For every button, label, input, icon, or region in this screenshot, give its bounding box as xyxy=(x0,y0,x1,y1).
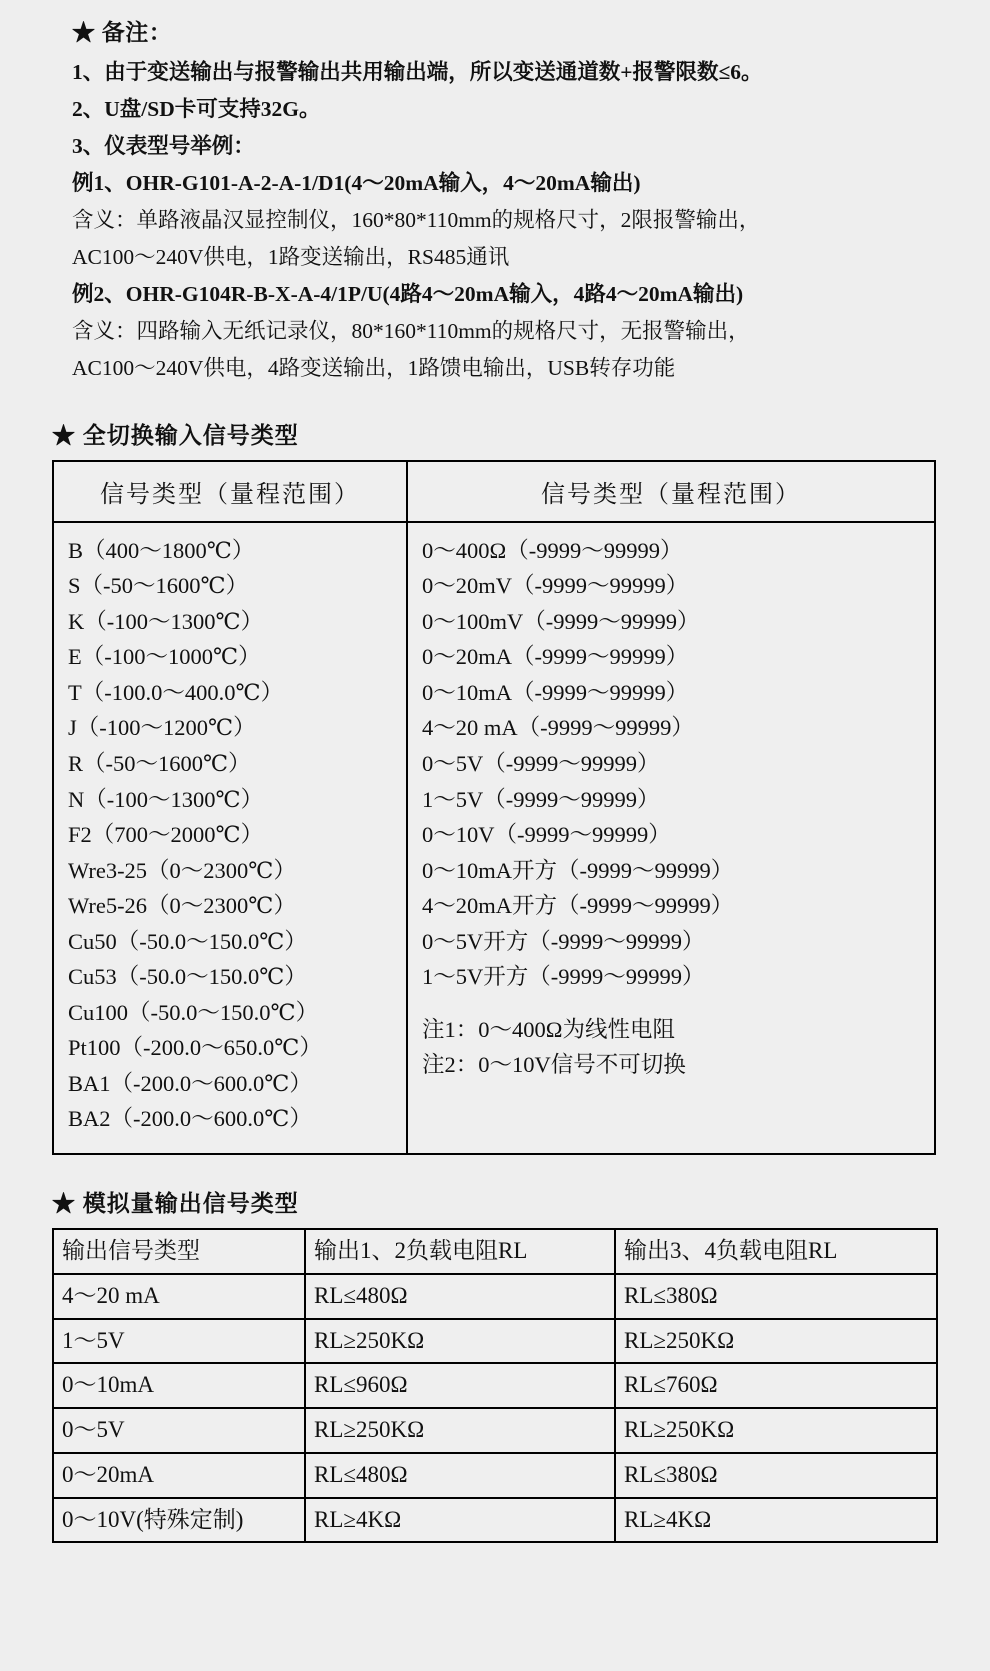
list-item: Cu53（-50.0～150.0℃） xyxy=(68,964,307,990)
output-col-header-rl12: 输出1、2负载电阻RL xyxy=(305,1229,615,1274)
output-cell-rl34: RL≤380Ω xyxy=(615,1453,937,1498)
table-row xyxy=(53,1319,937,1364)
note-line: 含义：单路液晶汉显控制仪，160*80*110mm的规格尺寸，2限报警输出， xyxy=(72,207,761,232)
output-cell-rl12: RL≤480Ω xyxy=(305,1274,615,1319)
list-item: Cu50（-50.0～150.0℃） xyxy=(68,928,307,954)
note-line: 例2、OHR-G104R-B-X-A-4/1P/U(4路4～20mA输入，4路4～20mA输出) xyxy=(72,281,744,306)
note-line: 1、由于变送输出与报警输出共用输出端，所以变送通道数+报警限数≤6。 xyxy=(72,60,763,84)
output-cell-rl12: RL≥250KΩ xyxy=(305,1319,615,1364)
list-item: 1～5V（-9999～99999） xyxy=(422,786,660,812)
note-line: 2、U盘/SD卡可支持32G。 xyxy=(72,96,321,121)
list-item: Wre3-25（0～2300℃） xyxy=(68,857,296,883)
table-row xyxy=(53,1363,937,1408)
list-item: 0～100mV（-9999～99999） xyxy=(422,608,700,634)
list-item: K（-100～1300℃） xyxy=(68,608,264,634)
output-cell-rl12: RL≥250KΩ xyxy=(305,1408,615,1453)
list-item: 0～5V（-9999～99999） xyxy=(422,751,660,776)
output-cell-rl34: RL≥250KΩ xyxy=(615,1408,937,1453)
list-item: 0～400Ω（-9999～99999） xyxy=(422,537,683,563)
notes-title: ★ 备注： xyxy=(72,20,173,45)
output-cell-rl12: RL≤480Ω xyxy=(305,1453,615,1498)
input-left-column xyxy=(53,522,407,1154)
input-section-heading: ★ 全切换输入信号类型 xyxy=(52,422,299,448)
list-item: 0～5V开方（-9999～99999） xyxy=(422,928,705,954)
table-row xyxy=(53,1274,937,1319)
list-item: S（-50～1600℃） xyxy=(68,573,249,599)
output-cell-type: 0～20mA xyxy=(53,1453,305,1498)
output-cell-rl12: RL≤960Ω xyxy=(305,1363,615,1408)
output-table-wrapper xyxy=(52,1228,990,1543)
note-line: AC100～240V供电，1路变送输出，RS485通讯 xyxy=(72,244,510,269)
input-signal-table xyxy=(52,460,936,1155)
list-item: 0～20mV（-9999～99999） xyxy=(422,573,689,599)
list-item: 0～10mA（-9999～99999） xyxy=(422,679,689,705)
input-note: 注2：0～10V信号不可切换 xyxy=(422,1051,686,1077)
list-item: T（-100.0～400.0℃） xyxy=(68,679,284,705)
list-item: Wre5-26（0～2300℃） xyxy=(68,893,296,919)
list-item: F2（700～2000℃） xyxy=(68,822,264,848)
note-line: 含义：四路输入无纸记录仪，80*160*110mm的规格尺寸，无报警输出， xyxy=(72,318,750,343)
output-cell-rl12: RL≥4KΩ xyxy=(305,1498,615,1543)
table-row xyxy=(53,1498,937,1543)
table-row xyxy=(53,1408,937,1453)
list-item: 0～10mA开方（-9999～99999） xyxy=(422,857,734,883)
list-item: BA2（-200.0～600.0℃） xyxy=(68,1106,312,1132)
table-row xyxy=(53,522,935,1154)
list-item: Pt100（-200.0～650.0℃） xyxy=(68,1035,322,1061)
output-cell-type: 0～5V xyxy=(53,1408,305,1453)
list-item: J（-100～1200℃） xyxy=(68,715,256,741)
output-cell-rl34: RL≤380Ω xyxy=(615,1274,937,1319)
note-line: 3、仪表型号举例： xyxy=(72,133,255,158)
spacer xyxy=(422,995,920,1013)
table-header-row xyxy=(53,1229,937,1274)
input-table-header-left: 信号类型（量程范围） xyxy=(53,461,407,522)
output-section-heading: ★ 模拟量输出信号类型 xyxy=(52,1191,299,1217)
note-line: 例1、OHR-G101-A-2-A-1/D1(4～20mA输入，4～20mA输出) xyxy=(72,170,641,195)
list-item: E（-100～1000℃） xyxy=(68,644,261,670)
list-item: 4～20mA开方（-9999～99999） xyxy=(422,893,734,919)
table-row xyxy=(53,461,935,522)
list-item: Cu100（-50.0～150.0℃） xyxy=(68,999,319,1025)
list-item: N（-100～1300℃） xyxy=(68,786,264,812)
input-right-column xyxy=(407,522,935,1154)
output-cell-type: 0～10V(特殊定制) xyxy=(53,1498,305,1543)
output-cell-type: 0～10mA xyxy=(53,1363,305,1408)
notes-block xyxy=(0,0,990,387)
input-table-wrapper xyxy=(52,460,990,1155)
list-item: BA1（-200.0～600.0℃） xyxy=(68,1070,312,1096)
list-item: 4～20 mA（-9999～99999） xyxy=(422,715,694,741)
list-item: R（-50～1600℃） xyxy=(68,751,251,776)
list-item: B（400～1800℃） xyxy=(68,537,255,563)
output-cell-rl34: RL≤760Ω xyxy=(615,1363,937,1408)
input-table-header-right: 信号类型（量程范围） xyxy=(407,461,935,522)
list-item: 0～10V（-9999～99999） xyxy=(422,822,671,848)
input-note: 注1：0～400Ω为线性电阻 xyxy=(422,1016,675,1042)
list-item: 0～20mA（-9999～99999） xyxy=(422,644,689,670)
output-col-header-rl34: 输出3、4负载电阻RL xyxy=(615,1229,937,1274)
output-cell-type: 4～20 mA xyxy=(53,1274,305,1319)
list-item: 1～5V开方（-9999～99999） xyxy=(422,964,705,990)
output-cell-type: 1～5V xyxy=(53,1319,305,1364)
table-row xyxy=(53,1453,937,1498)
output-cell-rl34: RL≥250KΩ xyxy=(615,1319,937,1364)
output-cell-rl34: RL≥4KΩ xyxy=(615,1498,937,1543)
output-signal-table xyxy=(52,1228,938,1543)
output-col-header-type: 输出信号类型 xyxy=(53,1229,305,1274)
note-line: AC100～240V供电，4路变送输出，1路馈电输出，USB转存功能 xyxy=(72,355,676,380)
